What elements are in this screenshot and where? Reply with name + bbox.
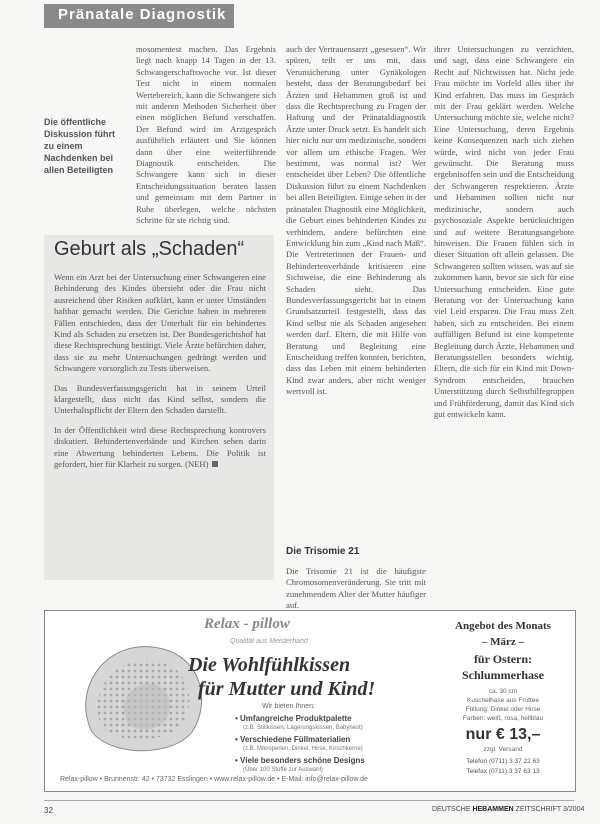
footer-divider [44,800,574,801]
box-paragraph: Wenn ein Arzt bei der Untersuchung einer Schwangeren eine Behinderung des Kindes übersieht oder die Frau nicht ausreichend über Risiken aufklärt, kann er unter Umständen haftbar gemacht werden. Die Gerichte haben in mehreren Fällen entschieden, dass der Unterhalt für ein behindertes Kind als Schaden zu ersetzen ist. Der Bundesgerichtshof hat diese Rechtsprechung bestätigt. Viele Ärzte befürchten daher, dass sie zu mehr Untersuchungen gedrängt werden und Schwangere vorsorglich zu Tests überweisen. [54,272,266,374]
ad-bullet-desc: (z.B. Mikroperlen, Dinkel, Hirse, Kirschkerne) [243,746,363,752]
offer-line: Schlummerhase [462,668,544,682]
ad-headline-1: Die Wohlfühlkissen [188,654,351,676]
box-paragraph [54,425,266,471]
journal-name [432,806,584,813]
box-title: Geburt als „Schaden“ [54,238,245,260]
journal-name-bold: HEBAMMEN [472,806,514,813]
journal-name-pre: DEUTSCHE [432,806,473,813]
journal-name-post: ZEITSCHRIFT 3/2004 [513,806,585,813]
author-signature: (NEH) [185,459,209,470]
subheading: Die Trisomie 21 [286,546,360,557]
box-paragraph: Das Bundesverfassungsgericht hat in seinem Urteil klargestellt, dass nicht das Kind selbst, sondern die Unterhaltspflicht der Eltern den Schaden darstellt. [54,382,266,416]
article-column-3 [286,44,426,539]
ad-brand: Relax - pillow [204,616,290,632]
offer-price-note: zzgl. Versand [483,746,523,753]
offer-detail: Farben: weiß, rosa, hellblau [462,715,544,722]
end-mark-icon [212,461,218,467]
section-title: Pränatale Diagnostik [58,6,227,23]
page-number: 32 [44,806,53,815]
ad-bullet-desc: (Über 100 Stoffe zur Auswahl) [243,767,323,773]
offer-detail: ca. 30 cm [488,688,518,695]
ad-subline: Wir bieten Ihnen: [262,703,315,710]
ad-bullet: • Verschiedene Füllmaterialien [235,735,351,744]
subheading-text [286,566,426,611]
pull-quote: Die öffentliche Diskussion führt zu einem Nachdenken bei allen Beteiligten [44,117,116,175]
pillow-icon [72,632,212,762]
ad-bullet-desc: (z.B. Stillkissen, Lagerungskissen, Babynest) [243,725,363,731]
offer-line: – März – [481,636,525,648]
ad-offer [438,620,568,780]
offer-line: Angebot des Monats [455,620,551,632]
ad-tagline: Qualität aus Meisterhand [230,638,308,645]
article-paragraph: ihrer Untersuchungen zu verzichten, und sagt, dass eine Schwangere ein Recht auf Nichtwissen hat. Nicht jede Frau möchte im Vorfeld alles über ihr Kind erfahren. Das muss im Gespräch mit der Frau geklärt werden. Welche Untersuchung möchte sie, welche nicht? Eine Untersuchung, deren Ergebnis keine Konsequenzen nach sich ziehen würde, wird nicht von jeder Frau gewünscht. Die Beratung muss ergebnisoffen sein und die Entscheidung der Schwangeren respektieren. Ärzte und Hebammen sollten nicht nur medizinische, sondern auch psychosoziale Aspekte berücksichtigen und auf weitere Beratungsangebote hinweisen. Die Frauen fühlen sich in dieser Situation oft allein gelassen. Die Schwangeren sollten wissen, was auf sie zukommen kann, bevor sie sich für eine Untersuchung entscheiden. Eine gute Beratung vor der Untersuchung kann viel Leid ersparen. Die Frau muss Zeit haben, sich zu entscheiden. Bei einem auffälligen Befund ist eine kompetente Begleitung durch Ärzte, Hebammen und Beratungsstellen besonders wichtig. Eltern, die sich für ein Kind mit Down-Syndrom entscheiden, brauchen Unterstützung durch Selbsthilfegruppen und Frühförderung, damit das Kind sich gut entwickeln kann. [434,44,574,419]
offer-line: für Ostern: [473,652,533,666]
offer-detail: Kuschelhase aus Frottee [467,697,539,704]
article-paragraph: auch der Vertrauensarzt „gesessen“. Wir spüren, teilt er uns mit, dass Verunsicherung unter Gynäkologen besteht, dass der Beratungsbedarf bei Ärzten und Hebammen groß ist und dass die Rechtsprechung zu Fragen der Haftung und der Pränataldiagnostik Ärzte unter Druck setzt. Es handelt sich hier nicht nur um medizinische, sondern vor allem um ethische Fragen. Wer bestimmt, was normal ist? Wer entscheidet über Leben? Die öffentliche Diskussion führt zu einem Nachdenken bei allen Beteiligten. Einige sehen in der pränatalen Diagnostik eine Möglichkeit, die Geburt eines behinderten Kindes zu verhindern, andere befürchten eine Entwicklung hin zum „Kind nach Maß“. Die Vertreterinnen der Frauen- und Behindertenverbände kritisieren eine Sichtweise, die eine Behinderung als Schaden sieht. Das Bundesverfassungsgericht hat in einem Grundsatzurteil festgestellt, dass das Kind selbst nie als Schaden angesehen werden darf. Eltern, die mit Hilfe von Beratung und Begleitung eine Entscheidung treffen konnten, berichten, dass das Leben mit einem behinderten Kind zwar anders, aber nicht weniger wertvoll ist. [286,44,426,397]
offer-phone: Telefon (0711) 3 37 22 63 [466,758,540,765]
offer-detail: Füllung: Dinkel oder Hirse [465,706,541,713]
offer-fax: Telefax (0711) 3 37 63 13 [466,768,540,775]
article-paragraph: Die Trisomie 21 ist die häufigste Chromosomenveränderung. Sie tritt mit zunehmendem Alter der Mutter häufiger auf. [286,566,426,611]
box-text [54,272,266,572]
ad-bullet: • Viele besonders schöne Designs [235,756,365,765]
offer-price: nur € 13,– [465,726,541,743]
article-column-4 [434,44,574,594]
ad-footer: Relax-pillow • Brunnenstr. 42 • 73732 Esslingen • www.relax-pillow.de • E-Mail: info@relax-pillow.de [60,776,368,783]
box-paragraph-text: In der Öffentlichkeit wird diese Rechtsprechung kontrovers diskutiert. Behindertenverbände und Kirchen sehen darin eine Abwertung behinderten Lebens. Die Politik ist gefordert, hier für Klarheit zu sorgen. [54,424,266,470]
article-paragraph: mosomentest machen. Das Ergebnis liegt nach knapp 14 Tagen in der 13. Schwangerschaftswoche vor. Ist dieser Test nicht in einem normalen Wertebereich, kann die Schwangere sich mit anderen Methoden Sicherheit über einen möglichen Befund verschaffen. Der Befund wird im Arztgespräch ausführlich erläutert und Sie können dann über eine weiterführende Diagnostik entscheiden. Die Schwangere kann sich in dieser Entscheidungssituation beraten lassen und gemeinsam mit dem Partner in Ruhe überlegen, welche nächsten Schritte für sie richtig sind. [136,44,276,226]
ad-bullet: • Umfangreiche Produktpalette [235,714,352,723]
article-column-2-top [136,44,276,224]
ad-headline-2: für Mutter und Kind! [198,678,376,700]
